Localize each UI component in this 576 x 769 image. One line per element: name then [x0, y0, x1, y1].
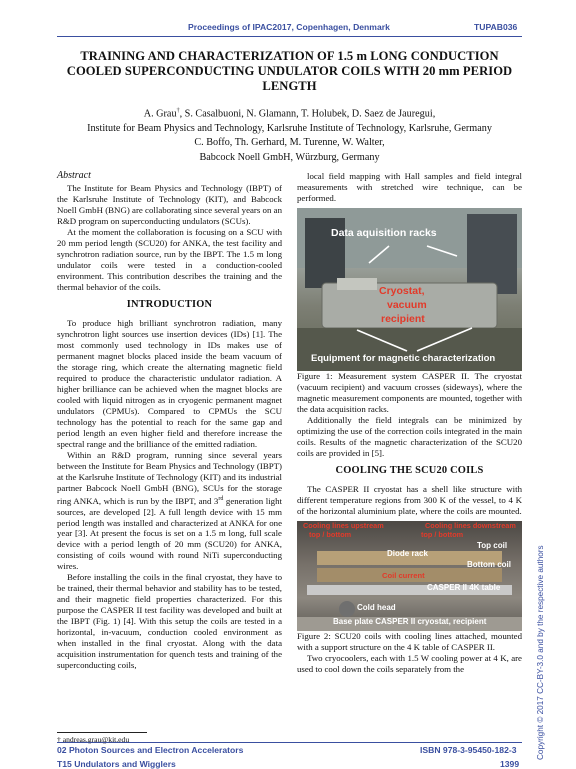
right-p3: Two cryocoolers, each with 1.5 W cooling power at 4 K, are used to cool down the coils separately from the: [297, 653, 522, 675]
footer-track-1: 02 Photon Sources and Electron Accelerators: [57, 745, 244, 755]
label-upstream-ud: top / bottom: [309, 530, 352, 540]
figure-2-caption: Figure 2: SCU20 coils with cooling lines attached, mounted with a support structure on the 4 K table of CASPER II.: [297, 631, 522, 653]
right-p0: local field mapping with Hall samples and field integral measurements with stretched wire technique, can be performed.: [297, 171, 522, 203]
figure-1-image: [297, 208, 522, 371]
abstract-p1: The Institute for Beam Physics and Technology (IBPT) of the Karlsruhe Institute of Technology (KIT), and Babcock Noell GmbH (BNG) are collaborating since several years on an R&D program on superconducting undulators (SCUs).: [57, 182, 282, 226]
footer-track-2: T15 Undulators and Wigglers: [57, 759, 176, 769]
paper-title: TRAINING AND CHARACTERIZATION OF 1.5 m LONG CONDUCTION COOLED SUPERCONDUCTING UNDULATOR COILS WITH 20 mm PERIOD LENGTH: [66, 49, 513, 93]
flange: [337, 278, 377, 290]
intro-p3: Before installing the coils in the final cryostat, they have to be trained, their thermal behavior and stability has to be tested, and their magnetic field properties characterized. For this purpose the CASPER II test facility was developed and built at the IBPT (Fig. 1) [4]. With this setup the coils are tested in a horizontal, in-vacuum, conduction cooled environment as when installed in the final cryostat. Along with the data acquisition instrumentation for quench tests and training of the superconducting coils,: [57, 572, 282, 670]
copyright-notice: Copyright © 2017 CC-BY-3.0 and by the respective authors: [536, 545, 545, 760]
author-line-1b: , S. Casalbuoni, N. Glamann, T. Holubek, D. Saez de Jauregui,: [179, 108, 436, 120]
label-bottom-coil: Bottom coil: [467, 560, 511, 570]
abstract-p2: At the moment the collaboration is focusing on a SCU with 20 mm period length (SCU20) for ANKA, the test facility and synchrotron radiation source, run by the IBPT. The 1.5 m long undulator coils were tested in a conduction-cooled environment. This contribution describes the training and the thermal behavior of the coils.: [57, 226, 282, 292]
right-column: [297, 171, 522, 675]
label-coil-current: Coil current: [382, 571, 425, 581]
figure-2-image: [297, 521, 522, 631]
label-racks: Data aquisition racks: [331, 226, 437, 239]
intro-heading: INTRODUCTION: [126, 299, 213, 311]
cooling-heading: COOLING THE SCU20 COILS: [335, 465, 484, 477]
intro-p2-sup: rd: [218, 495, 224, 502]
footer-isbn: ISBN 978-3-95450-182-3: [420, 745, 517, 755]
label-recipient: recipient: [381, 312, 425, 325]
footer-rule: [57, 742, 522, 743]
intro-p2: [57, 450, 282, 572]
intro-p2-a: Within an R&D program, running since several years between the Institute for Beam Physics and Technology (IBPT) at the Karlsruhe Institute of Technology (KIT) and its industrial partner Babcock Noell GmbH (BNG), SCUs for the storage ring ANKA, which is run by the IBPT, and 3: [57, 449, 282, 506]
cold-head-shape: [339, 601, 355, 617]
label-downstream: Cooling lines downstream: [425, 521, 516, 531]
paper-id: TUPAB036: [474, 22, 518, 32]
affiliation-2: Babcock Noell GmbH, Würzburg, Germany: [199, 151, 380, 163]
label-base-plate: Base plate CASPER II cryostat, recipient: [333, 617, 487, 627]
label-top-coil: Top coil: [477, 541, 508, 551]
figure-1-caption: Figure 1: Measurement system CASPER II. The cryostat (vacuum recipient) and vacuum crosses (sideways), where the magnetic measurement components are mounted, together with the data acquisition racks.: [297, 370, 522, 414]
footnote-rule: [57, 732, 147, 733]
label-cryostat: Cryostat,: [379, 284, 425, 297]
dagger-mark: †: [176, 108, 180, 114]
author-line-1: A. Grau: [143, 108, 177, 120]
page-header: [0, 22, 576, 36]
right-p1: Additionally the field integrals can be minimized by optimizing the use of the correction coils integrated in the main coils. Results of the magnetic characterization of the SCU20 coils are provided in [5].: [297, 414, 522, 458]
intro-p1: To produce high brilliant synchrotron radiation, many synchrotron light sources use insertion devices (IDs) [1]. The most commonly used technology in IDs makes use of permanent magnet blocks placed inside the beam vacuum of the storage ring, which create the alternating magnetic field required to produce the characteristic undulator radiation. A higher brilliance can be achieved when the magnet blocks are cooled with liquid nitrogen as in cryogenic permanent magnet undulators (CPMUs). Compared to CPMUs the SCU technology has the potential to reach for the same gap and period length an even higher field and therefore increase the spectral range and the brilliance of the emitted radiation.: [57, 318, 282, 449]
label-diode-rack: Diode rack: [387, 549, 428, 559]
header-rule: [57, 36, 522, 37]
footnote: † andreas.grau@kit.edu: [57, 735, 130, 744]
right-p2: The CASPER II cryostat has a shell like structure with different temperature regions from 300 K of the vessel, to 4 K of the horizontal aluminium plate, where the coils are mounted.: [297, 484, 522, 517]
label-upstream: Cooling lines upstream: [303, 521, 384, 531]
author-line-2: C. Boffo, Th. Gerhard, M. Turenne, W. Walter,: [194, 137, 385, 149]
intro-p2-b: generation light sources, are developed [2]. A full length device with 15 mm period length was installed and characterized at ANKA for one year [3]. At present the focus is set on a 1.5 m long, full scale device with a period length of 20 mm (SCU20) for ANKA, consisting of coils wound with round NiTi superconducting wires.: [57, 495, 282, 572]
label-4k-table: CASPER II 4K table: [427, 583, 501, 593]
label-downstream-ud: top / bottom: [421, 530, 464, 540]
rack-right: [467, 214, 517, 294]
label-equipment: Equipment for magnetic characterization: [311, 352, 496, 364]
label-vacuum: vacuum: [387, 298, 427, 311]
abstract-heading: Abstract: [57, 170, 91, 181]
author-block: [57, 104, 522, 165]
affiliation-1: Institute for Beam Physics and Technology, Karlsruhe Institute of Technology, Karlsruhe, Germany: [87, 122, 492, 134]
footer-page-number: 1399: [500, 759, 520, 769]
left-column: [57, 171, 282, 671]
label-cold-head: Cold head: [357, 603, 396, 613]
proceedings-title: Proceedings of IPAC2017, Copenhagen, Denmark: [188, 22, 390, 32]
